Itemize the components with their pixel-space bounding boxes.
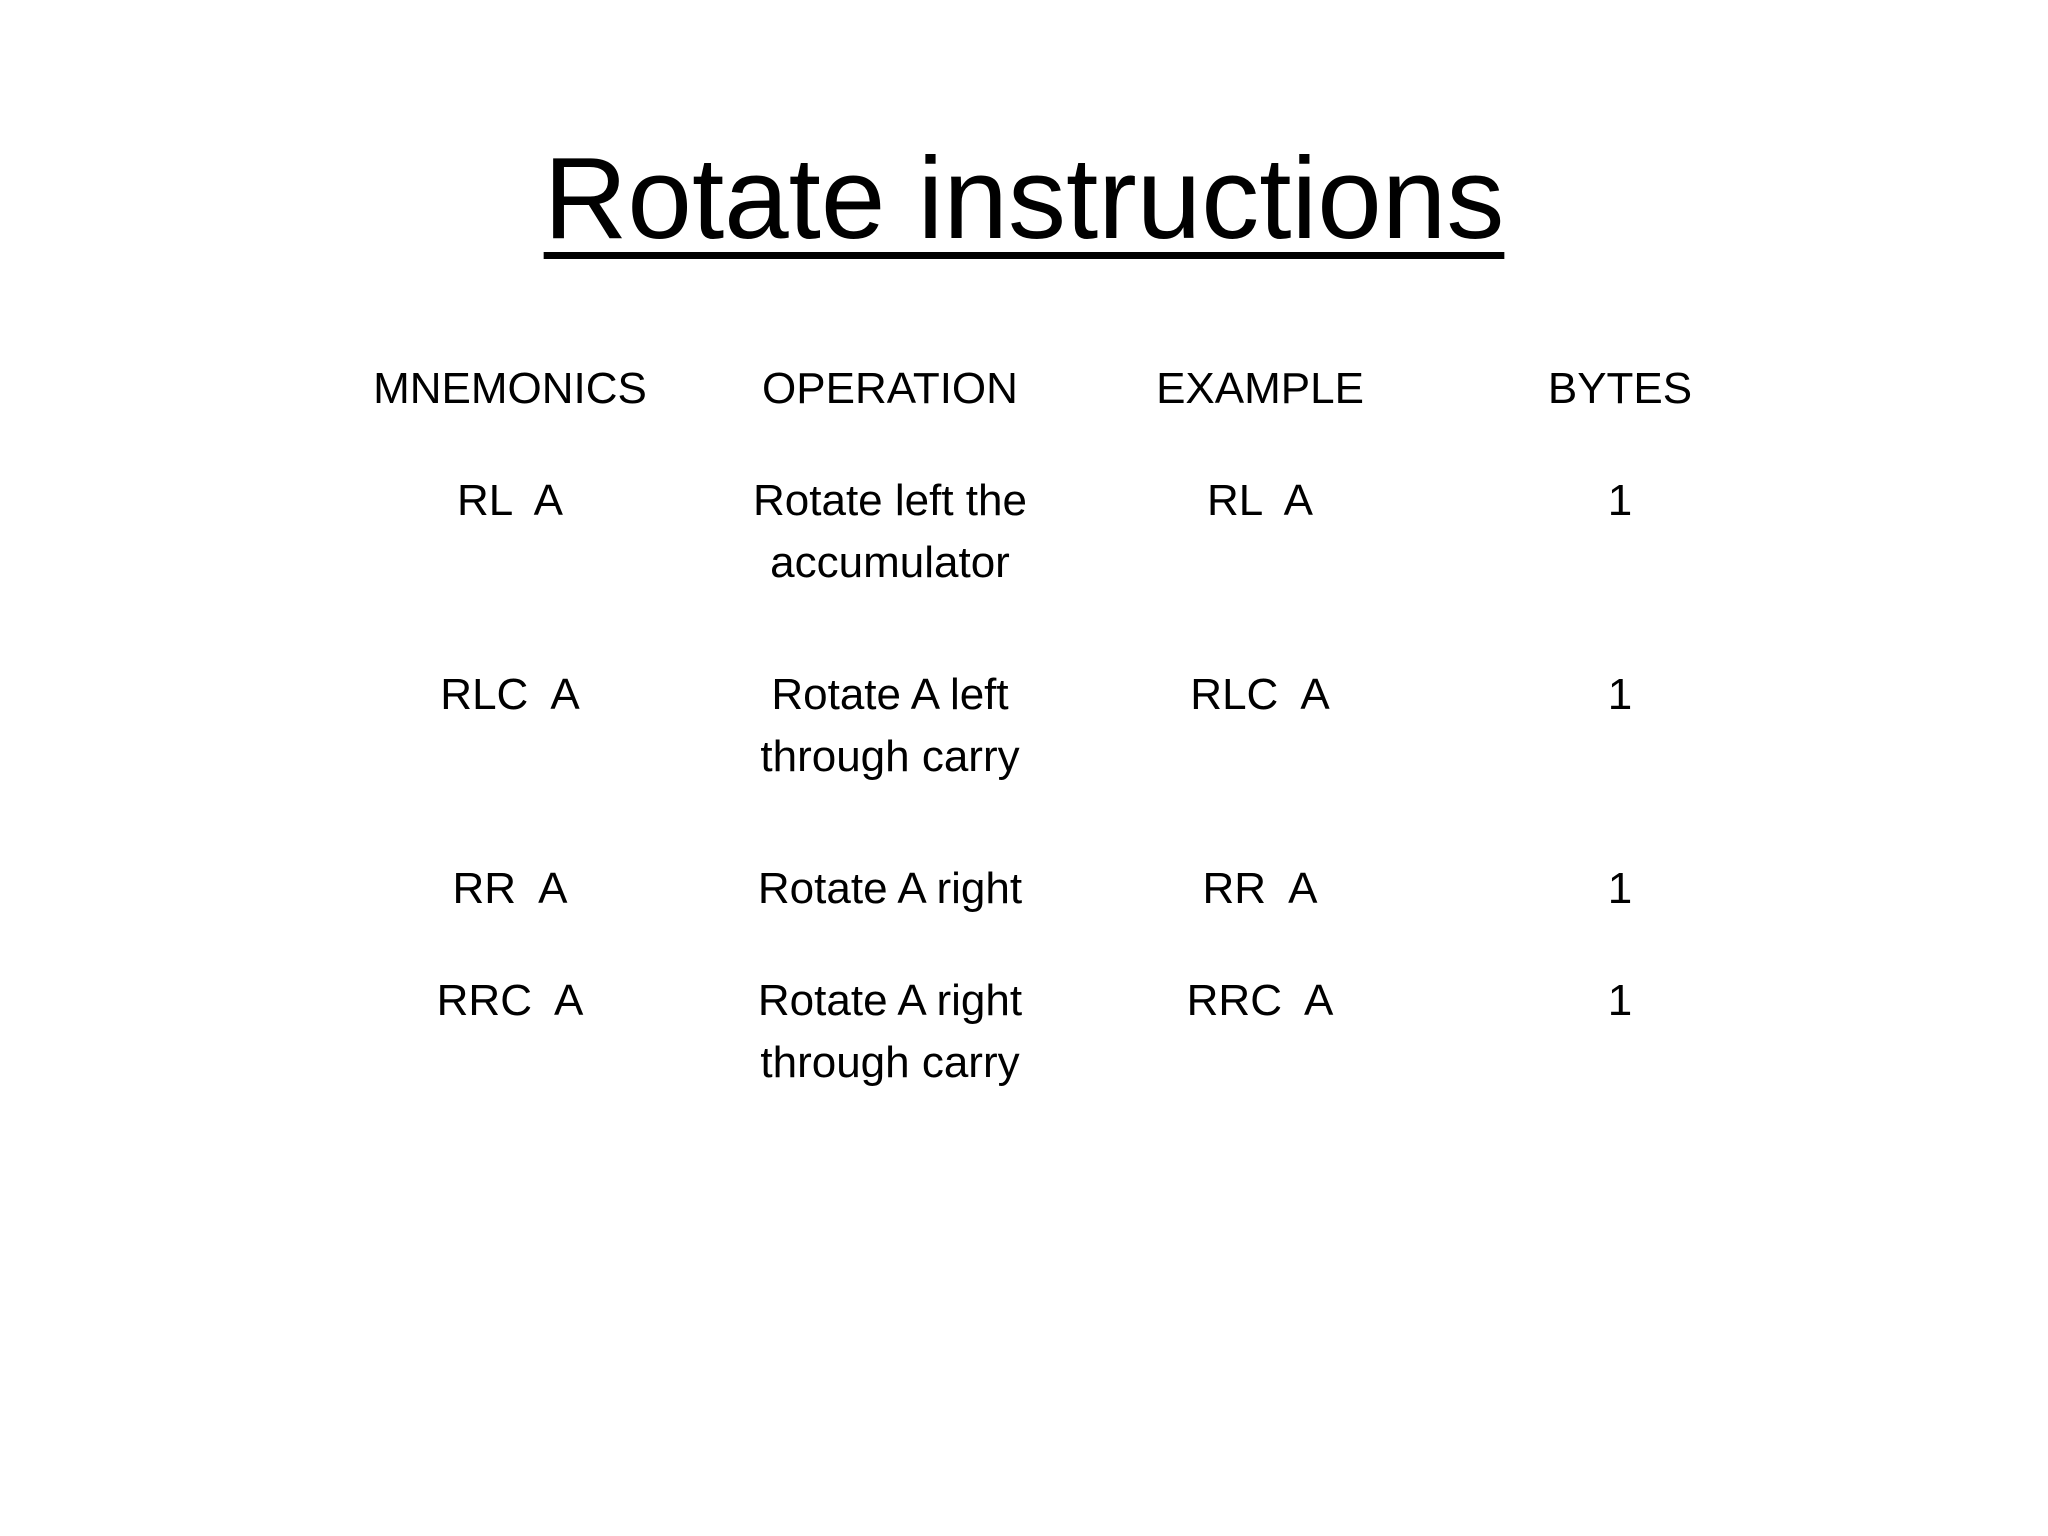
header-example: EXAMPLE xyxy=(1156,364,1364,413)
row-operation-line1: Rotate left the xyxy=(753,476,1027,525)
row-bytes: 1 xyxy=(1607,670,1633,719)
row-bytes: 1 xyxy=(1607,476,1633,525)
row-operation-line2: accumulator xyxy=(770,538,1010,587)
row-example: RRC A xyxy=(1186,976,1334,1025)
row-example: RLC A xyxy=(1190,670,1330,719)
slide-title: Rotate instructions xyxy=(543,133,1505,263)
row-operation-line1: Rotate A left xyxy=(771,670,1009,719)
header-bytes: BYTES xyxy=(1547,364,1693,413)
row-mnemonic: RLC A xyxy=(440,670,580,719)
row-operation-line1: Rotate A right xyxy=(757,864,1023,913)
row-operation-line2: through carry xyxy=(760,1038,1020,1087)
row-operation-line2: through carry xyxy=(760,732,1020,781)
row-operation xyxy=(700,470,1080,594)
row-operation xyxy=(700,858,1080,920)
header-operation: OPERATION xyxy=(762,364,1018,413)
row-example: RL A xyxy=(1207,476,1313,525)
row-mnemonic: RRC A xyxy=(436,976,584,1025)
row-bytes: 1 xyxy=(1607,976,1633,1025)
row-operation xyxy=(700,664,1080,788)
header-mnemonics: MNEMONICS xyxy=(373,364,647,413)
row-bytes: 1 xyxy=(1607,864,1633,913)
row-mnemonic: RL A xyxy=(457,476,563,525)
row-operation-line1: Rotate A right xyxy=(757,976,1023,1025)
row-operation xyxy=(700,970,1080,1094)
row-example: RR A xyxy=(1202,864,1318,913)
row-mnemonic: RR A xyxy=(452,864,568,913)
